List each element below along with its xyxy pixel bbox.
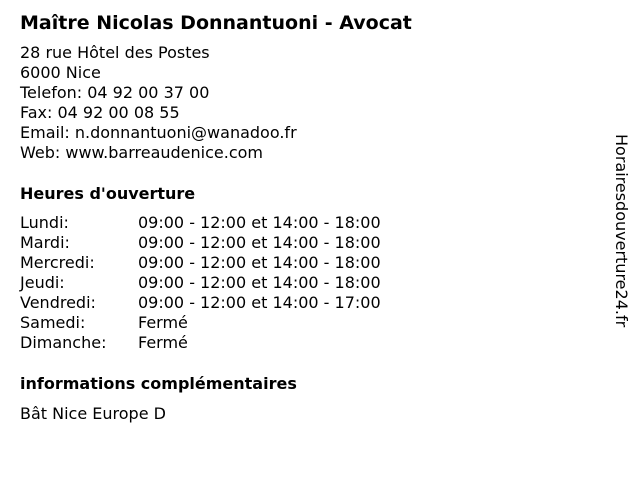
email-address: Email: n.donnantuoni@wanadoo.fr: [20, 123, 297, 142]
hours-value: Fermé: [138, 313, 188, 332]
opening-hours-heading: Heures d'ouverture: [20, 184, 196, 203]
contact-block: [20, 43, 297, 163]
page-title: Maître Nicolas Donnantuoni - Avocat: [20, 12, 412, 34]
fax-number: Fax: 04 92 00 08 55: [20, 103, 180, 122]
hours-value: 09:00 - 12:00 et 14:00 - 17:00: [138, 293, 381, 312]
hours-row-friday: [20, 293, 440, 313]
additional-info-heading: informations complémentaires: [20, 374, 297, 393]
watermark-text: Horairesdouverture24.fr: [612, 134, 631, 328]
site-watermark: [611, 134, 631, 346]
hours-value: 09:00 - 12:00 et 14:00 - 18:00: [138, 253, 381, 272]
hours-row-thursday: [20, 273, 440, 293]
hours-value: 09:00 - 12:00 et 14:00 - 18:00: [138, 273, 381, 292]
day-label: Jeudi:: [20, 273, 65, 292]
day-label: Mercredi:: [20, 253, 95, 272]
day-label: Samedi:: [20, 313, 86, 332]
hours-value: 09:00 - 12:00 et 14:00 - 18:00: [138, 213, 381, 232]
day-label: Dimanche:: [20, 333, 107, 352]
day-label: Vendredi:: [20, 293, 96, 312]
day-label: Mardi:: [20, 233, 70, 252]
hours-row-tuesday: [20, 233, 440, 253]
address-street: 28 rue Hôtel des Postes: [20, 43, 210, 62]
website-address: Web: www.barreaudenice.com: [20, 143, 263, 162]
hours-value: 09:00 - 12:00 et 14:00 - 18:00: [138, 233, 381, 252]
address-city: 6000 Nice: [20, 63, 101, 82]
phone-number: Telefon: 04 92 00 37 00: [20, 83, 210, 102]
hours-row-sunday: [20, 333, 440, 353]
opening-hours-list: [20, 213, 440, 353]
day-label: Lundi:: [20, 213, 69, 232]
additional-info-text: Bât Nice Europe D: [20, 404, 166, 423]
hours-row-monday: [20, 213, 440, 233]
hours-value: Fermé: [138, 333, 188, 352]
hours-row-saturday: [20, 313, 440, 333]
hours-row-wednesday: [20, 253, 440, 273]
